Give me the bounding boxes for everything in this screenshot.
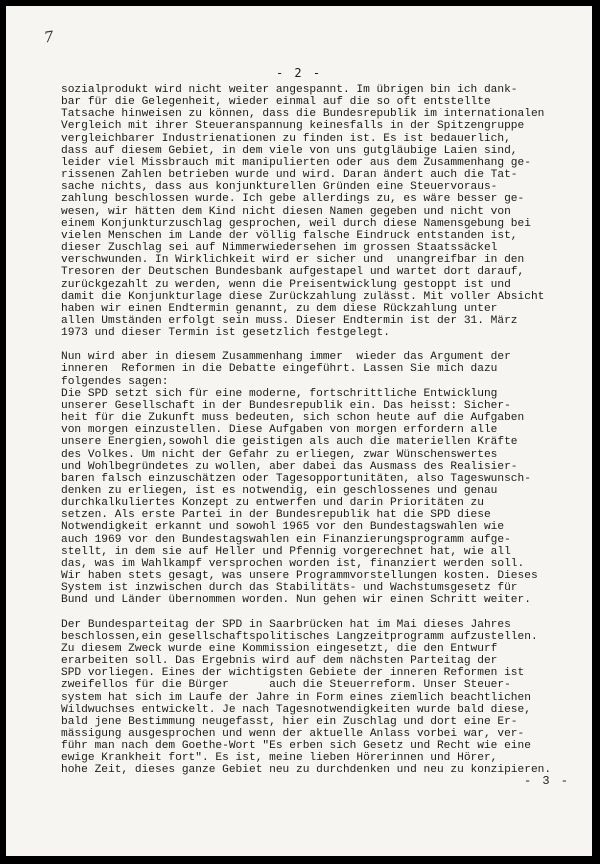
text-line: und Wohlbegründetes zu wollen, aber dabei das Ausmass des Realisier- — [61, 460, 518, 473]
text-line: beschlossen,ein gesellschaftspolitisches Langzeitprogramm aufzustellen. — [61, 630, 538, 643]
text-line: das, was im Wahlkampf versprochen worden ist, finanziert werden soll. — [61, 557, 525, 570]
text-line: setzen. Als erste Partei in der Bundesrepublik hat die SPD diese — [61, 509, 491, 522]
paragraph — [61, 84, 586, 339]
text-line: des Volkes. Um nicht der Gefahr zu erliegen, zwar Wünschenswertes — [61, 448, 498, 461]
text-line: dass auf diesem Gebiet, in dem viele von uns gutgläubige Laien sind, — [61, 144, 518, 157]
document-page — [6, 6, 592, 856]
text-line: zahlung beschlossen wurde. Ich gebe allerdings zu, es wäre besser ge- — [61, 193, 525, 206]
text-line: mässigung ausgesprochen und wenn der aktuelle Anlass vorbei war, ver- — [61, 727, 525, 740]
text-line: zurückgezahlt zu werden, wenn die Preisentwicklung gestoppt ist und — [61, 278, 511, 291]
text-line: baren falsch einzuschätzen oder Tagesopportunitäten, also Tageswunsch- — [61, 472, 531, 485]
text-line: stellt, in dem sie auf Heller und Pfennig vorgerechnet hat, wie all — [61, 545, 511, 558]
text-line: durchkalkuliertes Konzept zu entwerfen und darin Prioritäten zu — [61, 497, 484, 510]
text-line: unsere Energien,sowohl die geistigen als auch die materiellen Kräfte — [61, 436, 518, 449]
text-line: Tatsache hinweisen zu können, dass die Bundesrepublik im internationalen — [61, 108, 545, 121]
text-line: system hat sich im Laufe der Jahre in Form eines ziemlich beachtlichen — [61, 691, 531, 704]
text-line: haben wir einen Endtermin genannt, zu dem diese Rückzahlung unter — [61, 302, 498, 315]
text-line: sache nichts, dass aus konjunkturellen Gründen eine Steuervoraus- — [61, 181, 498, 194]
text-line: wesen, wir hätten dem Kind nicht diesen Namen gegeben und nicht von — [61, 205, 511, 218]
text-line: folgendes sagen: — [61, 375, 169, 388]
text-line: hohe Zeit, dieses ganze Gebiet neu zu durchdenken und neu zu konzipieren. — [61, 764, 552, 777]
text-line: Bund und Länder übernommen worden. Nun gehen wir einen Schritt weiter. — [61, 594, 531, 607]
text-line: Zu diesem Zweck wurde eine Kommission eingesetzt, die den Entwurf — [61, 642, 498, 655]
page-number-header: - 2 - — [275, 66, 323, 80]
text-line: Notwendigkeit erkannt und sowohl 1965 vor den Bundestagswahlen wie — [61, 521, 505, 534]
text-line: allen Umständen erfolgt sein muss. Dieser Endtermin ist der 31. März — [61, 314, 518, 327]
text-line: dieser Zuschlag sei auf Nimmerwiedersehen im grossen Staatssäckel — [61, 242, 498, 255]
paragraph — [61, 351, 586, 606]
text-line: rissenen Zahlen betrieben wurde und wird. Daran ändert auch die Tat- — [61, 169, 518, 182]
text-line: Tresoren der Deutschen Bundesbank aufgestapel und wartet dort darauf, — [61, 266, 525, 279]
text-line: ewige Krankheit fort". Es ist, meine lieben Hörerinnen und Hörer, — [61, 752, 498, 765]
text-line: unserer Gesellschaft in der Bundesrepublik ein. Das heisst: Sicher- — [61, 399, 511, 412]
text-line: von morgen einzustellen. Diese Aufgaben von morgen erfordern alle — [61, 424, 498, 437]
text-line: heit für die Zukunft muss bedeuten, sich schon heute auf die Aufgaben — [61, 412, 525, 425]
text-line: Vergleich mit ihrer Steueranspannung keinesfalls in der Spitzengruppe — [61, 120, 525, 133]
text-line: bar für die Gelegenheit, wieder einmal auf die so oft entstellte — [61, 96, 491, 109]
text-line: sozialprodukt wird nicht weiter angespannt. Im übrigen bin ich dank- — [61, 84, 518, 96]
text-line: verschwunden. In Wirklichkeit wird er sicher und unangreifbar in den — [61, 254, 525, 267]
text-line: Wir haben stets gesagt, was unsere Programmvorstellungen kosten. Dieses — [61, 570, 538, 583]
text-line: SPD vorliegen. Eines der wichtigsten Gebiete der inneren Reformen ist — [61, 667, 525, 680]
text-line: einem Konjunkturzuschlag gesprochen, weil durch diese Namensgebung bei — [61, 217, 531, 230]
text-line: damit die Konjunkturlage diese Zurückzahlung zulässt. Mit voller Absicht — [61, 290, 545, 303]
text-line: erarbeiten soll. Das Ergebnis wird auf dem nächsten Parteitag der — [61, 655, 498, 668]
body-text — [61, 84, 586, 789]
text-line: vielen Menschen im Lande der völlig falsche Eindruck entstanden ist, — [61, 229, 518, 242]
text-line: leider viel Missbrauch mit manipulierten oder aus dem Zusammenhang ge- — [61, 156, 531, 169]
paragraph — [61, 619, 586, 777]
text-line: vergleichbarer Industrienationen zu finden ist. Es ist bedauerlich, — [61, 132, 511, 145]
handwritten-mark: 7 — [42, 27, 55, 47]
text-line: führ man nach dem Goethe-Wort "Es erben sich Gesetz und Recht wie eine — [61, 740, 531, 753]
text-line: zweifellos für die Bürger auch die Steuerreform. Unser Steuer- — [61, 679, 511, 692]
text-line: Die SPD setzt sich für eine moderne, fortschrittliche Entwicklung — [61, 387, 498, 400]
text-line: inneren Reformen in die Debatte eingeführt. Lassen Sie mich dazu — [61, 363, 498, 376]
page-number-footer: - 3 - — [523, 774, 570, 788]
text-line: Der Bundesparteitag der SPD in Saarbrücken hat im Mai dieses Jahres — [61, 618, 511, 631]
text-line: denken zu erliegen, ist es notwendig, ein geschlossenes und genau — [61, 485, 498, 497]
text-line: auch 1969 vor den Bundestagswahlen ein Finanzierungsprogramm aufge- — [61, 533, 511, 546]
text-line: 1973 und dieser Termin ist gesetzlich festgelegt. — [61, 327, 390, 340]
text-line: System ist inzwischen durch das Stabilitäts- und Wachstumsgesetz für — [61, 582, 518, 595]
text-line: Nun wird aber in diesem Zusammenhang immer wieder das Argument der — [61, 351, 511, 364]
text-line: Wildwuchses entwickelt. Je nach Tagesnotwendigkeiten wurde bald diese, — [61, 703, 531, 716]
text-line: bald jene Bestimmung neugefasst, hier ein Zuschlag und dort eine Er- — [61, 715, 518, 728]
